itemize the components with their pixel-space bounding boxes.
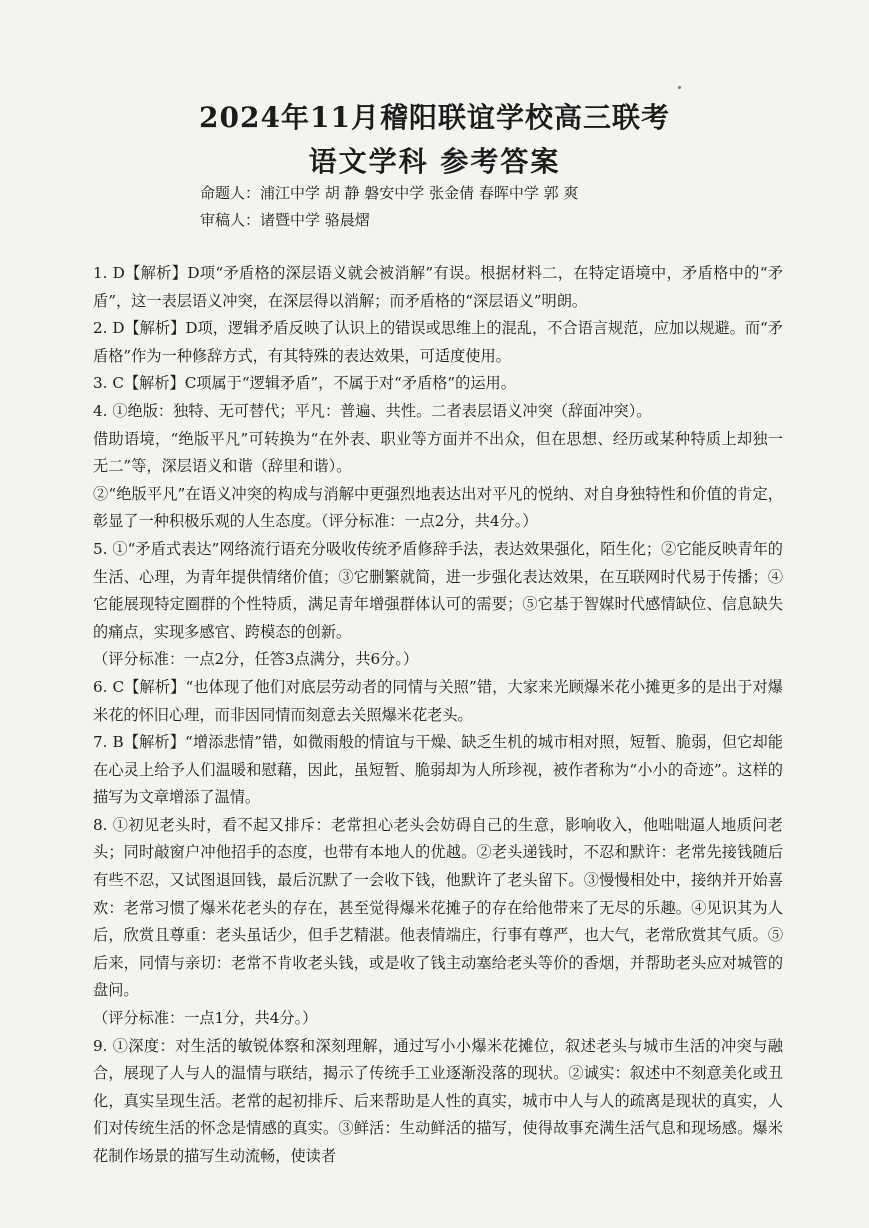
scoring-note: （评分标准：一点1分，共4分。） xyxy=(93,1009,318,1028)
answer-paragraph: 1. D【解析】D项“矛盾格的深层语义就会被消解”有误。根据材料二，在特定语境中，矛盾格中的“矛盾”，这一表层语义冲突，在深层得以消解；而矛盾格的“深层语义”明朗。 xyxy=(93,264,783,310)
reviewer-line: 审稿人：诸暨中学 骆晨熠 xyxy=(200,211,370,229)
scan-speck xyxy=(678,86,681,89)
answer-paragraph: 6. C【解析】“也体现了他们对底层劳动者的同情与关照”错，大家来光顾爆米花小摊更多的是出于对爆米花的怀旧心理，而非因同情而刻意去关照爆米花老头。 xyxy=(93,677,783,724)
scoring-note: （评分标准：一点2分，任答3点满分，共6分。） xyxy=(93,650,419,669)
answer-paragraph: 4. ①绝版：独特、无可替代；平凡：普遍、共性。二者表层语义冲突（辞面冲突）。 xyxy=(93,401,652,420)
answer-paragraph: 2. D【解析】D项，逻辑矛盾反映了认识上的错误或思维上的混乱，不合语言规范，应加以规避。而“矛盾格”作为一种修辞方式，有其特殊的表达效果，可适度使用。 xyxy=(93,319,783,365)
answer-paragraph: 借助语境，“绝版平凡”可转换为“在外表、职业等方面并不出众，但在思想、经历或某种特质上却独一无二”等，深层语义和谐（辞里和谐）。 xyxy=(93,429,783,476)
answer-paragraph: 9. ①深度：对生活的敏锐体察和深刻理解，通过写小小爆米花摊位，叙述老头与城市生活的冲突与融合，展现了人与人的温情与联结，揭示了传统手工业逐渐没落的现状。②诚实：叙述中不刻意美化或丑化，真实呈现生活。老常的起初排斥、后来帮助是人性的真实，城市中人与人的疏离是现状的真实，人们对传统生活的怀念是情感的真实。③鲜活：生动鲜活的描写，使得故事充满生活气息和现场感。爆米花制作场景的描写生动流畅，使读者 xyxy=(93,1036,783,1165)
credits-block xyxy=(200,180,578,234)
exam-title: 2024年11月稽阳联谊学校高三联考 xyxy=(199,101,670,134)
answer-paragraph: 5. ①“矛盾式表达”网络流行语充分吸收传统矛盾修辞手法，表达效果强化，陌生化；②它能反映青年的生活、心理，为青年提供情绪价值；③它删繁就简，进一步强化表达效果，在互联网时代易于传播；④它能展现特定圈群的个性特质，满足青年增强群体认可的需要；⑤它基于智媒时代感情缺位、信息缺失的痛点，实现多感官、跨模态的创新。 xyxy=(93,539,783,641)
answer-paragraph: ②“绝版平凡”在语义冲突的构成与消解中更强烈地表达出对平凡的悦纳、对自身独特性和价值的肯定，彰显了一种积极乐观的人生态度。（评分标准：一点2分，共4分。） xyxy=(93,484,783,531)
answer-paragraph: 7. B【解析】“增添悲情”错，如微雨般的情谊与干燥、缺乏生机的城市相对照，短暂、脆弱，但它却能在心灵上给予人们温暖和慰藉，因此，虽短暂、脆弱却为人所珍视，被作者称为“小小的奇迹”。这样的描写为文章增添了温情。 xyxy=(93,733,783,807)
exam-subtitle: 语文学科 参考答案 xyxy=(308,145,561,178)
authors-line: 命题人：浦江中学 胡 静 磐安中学 张金倩 春晖中学 郭 爽 xyxy=(200,184,579,202)
answer-paragraph: 3. C【解析】C项属于“逻辑矛盾”，不属于对“矛盾格”的运用。 xyxy=(93,374,516,393)
answer-paragraph: 8. ①初见老头时，看不起又排斥：老常担心老头会妨碍自己的生意，影响收入，他咄咄逼人地质问老头；同时敲窗户冲他招手的态度，也带有本地人的优越。②老头递钱时，不忍和默许：老常先接钱随后有些不忍，又试图退回钱，最后沉默了一会收下钱，他默许了老头留下。③慢慢相处中，接纳并开始喜欢：老常习惯了爆米花老头的存在，甚至觉得爆米花摊子的存在给他带来了无尽的乐趣。④见识其为人后，欣赏且尊重：老头虽话少，但手艺精湛。他表情端庄，行事有尊严，也大气，老常欣赏其气质。⑤后来，同情与亲切：老常不肯收老头钱，或是收了钱主动塞给老头等价的香烟，并帮助老头应对城管的盘问。 xyxy=(93,815,783,1000)
answers-body xyxy=(93,260,783,1171)
